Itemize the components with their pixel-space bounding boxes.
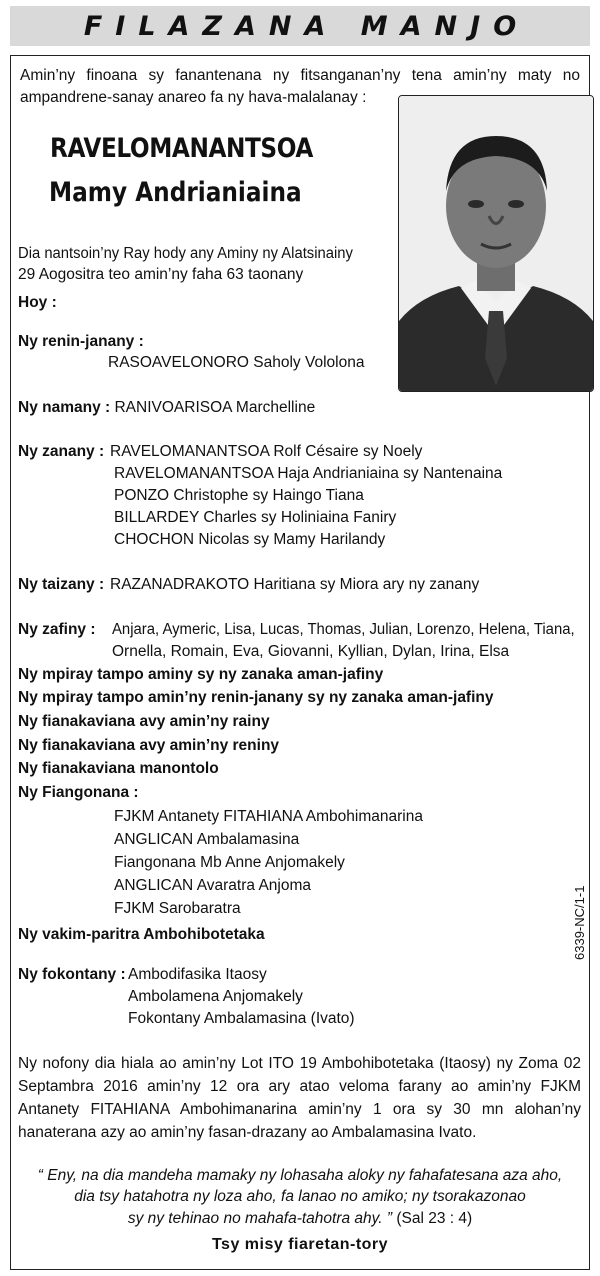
sister-label: Ny namany : [18,399,111,416]
portrait-photo [398,95,594,392]
death-notice-line1: Dia nantsoin’ny Ray hody any Aminy ny Alatsinainy [18,245,353,262]
ad-reference: 6339-NC/1-1 [572,885,587,960]
child-item: RAVELOMANANTSOA Haja Andrianiaina sy Nantenaina [114,465,503,482]
fokontany-item: Fokontany Ambalamasina (Ivato) [128,1010,355,1027]
church-item: Fiangonana Mb Anne Anjomakely [114,854,345,871]
spouse-label: Ny renin-janany : [18,333,144,350]
spouse-name: RASOAVELONORO Saholy Vololona [108,354,365,371]
fokontany-item: Ambolamena Anjomakely [128,988,303,1005]
funeral-details: Ny nofony dia hiala ao amin’ny Lot ITO 19 Ambohibotetaka (Itaosy) ny Zoma 02 Septambra 2016 amin’ny 12 ora ary atao veloma farany ao amin’ny FJKM Antanety FITAHIANA Ambohimanarina amin’ny 1 ora sy 30 mn alohan’ny hanaterana azy ao amin’ny fasan-drazany ao Ambalamasina Ivato. [18,1055,581,1141]
intro-text: Amin’ny finoana sy fanantenana ny fitsanganan’ny tena amin’ny maty no ampandrene-sanay anareo fa ny hava-malalanay : [20,67,580,106]
grandchildren-line2: Ornella, Romain, Eva, Giovanni, Kyllian, Dylan, Irina, Elsa [112,643,510,660]
deceased-given-names: Mamy Andrianiaina [49,177,302,208]
churches-label: Ny Fiangonana : [18,784,139,801]
hoy-label: Hoy : [18,294,57,311]
child-item: BILLARDEY Charles sy Holiniaina Faniry [114,509,397,526]
children-label: Ny zanany : [18,443,105,460]
closing-note: Tsy misy fiaretan-tory [211,1236,389,1253]
fokontany-item: Ambodifasika Itaosy [128,966,267,983]
church-item: FJKM Antanety FITAHIANA Ambohimanarina [114,808,423,825]
portrait-figure [399,96,593,391]
child-item: PONZO Christophe sy Haingo Tiana [114,487,364,504]
sister-row [18,397,315,419]
nephew-name: RAZANADRAKOTO Haritiana sy Miora ary ny zanany [110,576,480,593]
family-line: Ny fianakaviana avy amin’ny rainy [18,713,270,730]
family-line: Ny mpiray tampo amin’ny renin-janany sy ny zanaka aman-jafiny [18,689,494,706]
quote-line1: “ Eny, na dia mandeha mamaky ny lohasaha aloky ny fahafatesana aza aho, [37,1167,563,1184]
child-item: RAVELOMANANTSOA Rolf Césaire sy Noely [110,443,423,460]
grandchildren-line1: Anjara, Aymeric, Lisa, Lucas, Thomas, Julian, Lorenzo, Helena, Tiana, [112,621,575,638]
family-line: Ny fianakaviana avy amin’ny reniny [18,737,280,754]
vakim-paritra: Ny vakim-paritra Ambohibotetaka [18,926,265,943]
quote-line3: sy ny tehinao no mahafa-tahotra ahy. ” [127,1210,393,1227]
fokontany-label: Ny fokontany : [18,966,126,983]
church-item: ANGLICAN Ambalamasina [114,831,300,848]
child-item: CHOCHON Nicolas sy Mamy Harilandy [114,531,386,548]
quote-reference: (Sal 23 : 4) [396,1210,473,1227]
grandchildren-label: Ny zafiny : [18,621,96,638]
family-line: Ny mpiray tampo aminy sy ny zanaka aman-jafiny [18,666,384,683]
church-item: FJKM Sarobaratra [114,900,241,917]
sister-name: RANIVOARISOA Marchelline [114,399,316,416]
nephew-label: Ny taizany : [18,576,105,593]
family-line: Ny fianakaviana manontolo [18,760,219,777]
church-item: ANGLICAN Avaratra Anjoma [114,877,311,894]
notice-title: FILAZANA MANJO [83,10,530,42]
quote-line3-row [20,1208,580,1230]
death-notice-line2: 29 Aogositra teo amin’ny faha 63 taonany [18,266,304,283]
notice-header [10,6,590,46]
deceased-surname: RAVELOMANANTSOA [50,133,313,164]
quote-line2: dia tsy hatahotra ny loza aho, fa lanao no amiko; ny tsorakazonao [74,1188,526,1205]
